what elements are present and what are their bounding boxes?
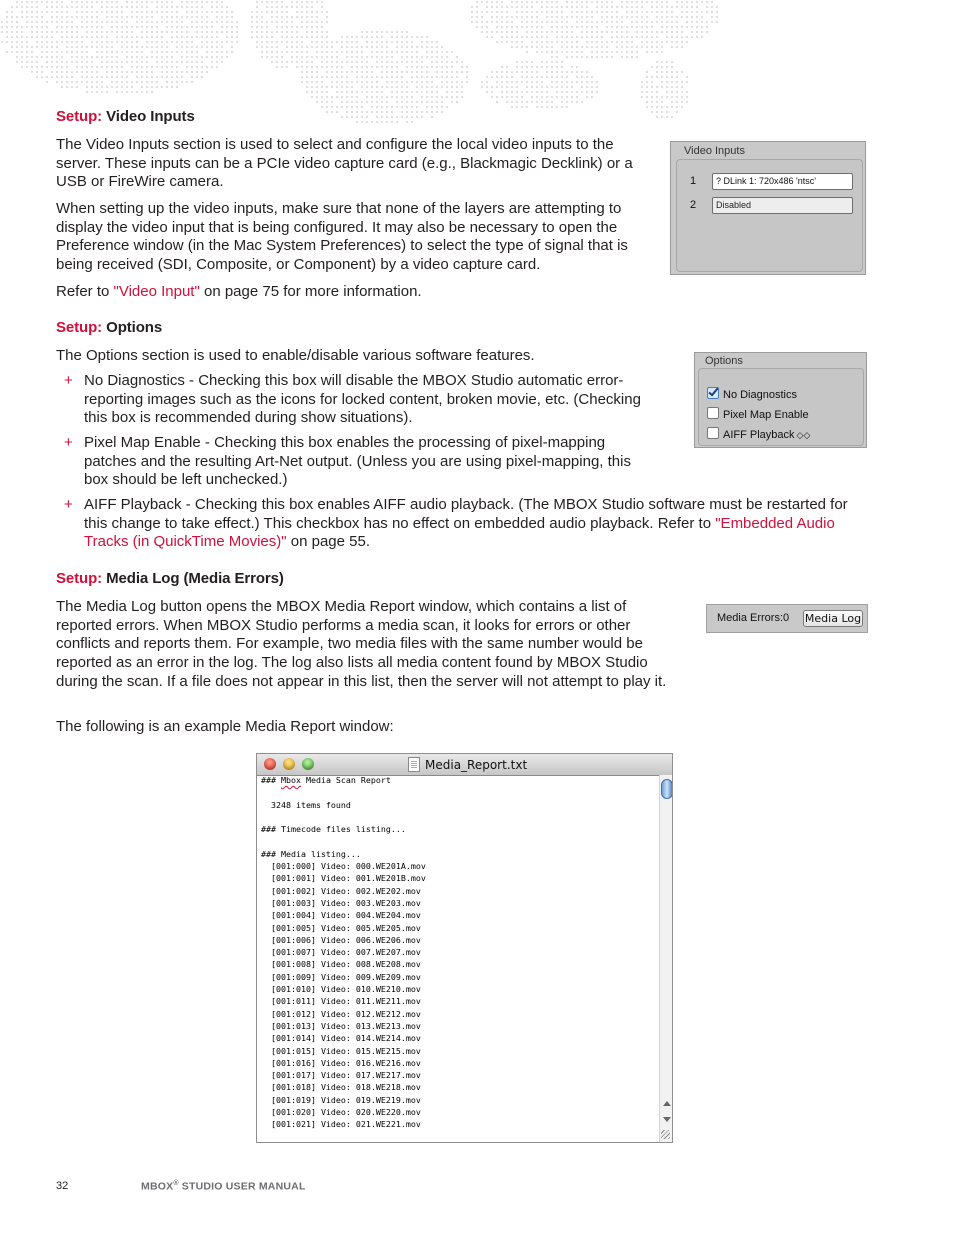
checkbox-unchecked-icon	[707, 407, 719, 419]
zoom-button-icon[interactable]	[302, 758, 314, 770]
video-inputs-paragraph-1: The Video Inputs section is used to select and configure the local video inputs to the server. These inputs can be a PCIe video capture card (e.g., Blackmagic Decklink) or a USB or FireWire camera.	[56, 136, 633, 191]
video-input-2-field[interactable]: Disabled	[712, 197, 853, 214]
heading-title: Options	[106, 319, 163, 336]
video-inputs-paragraph-2: When setting up the video inputs, make sure that none of the layers are attempting to display the video input that is being configured. It may also be necessary to open the Preference window (in the Mac System Preferences) to select the type of signal that is being received (SDI, Composite, or Component) by a video capture card.	[56, 200, 628, 274]
misspelled-word: Mbox	[280, 775, 301, 785]
heading-title: Video Inputs	[106, 108, 195, 125]
report-body: 3248 items found ### Timecode files listing... ### Media listing... [001:000] Video: 000.WE201A.mov [001:001] Video: 001.WE201B.mov [001:002] Video: 002.WE202.mov [001:003] Video: 003.WE203.mov [001:004] Video: 004.WE204.mov [001:005] Video: 005.WE205.mov [001:006] Video: 006.WE206.mov [001:007] Video: 007.WE207.mov [001:008] Video: 008.WE208.mov [001:009] Video: 009.WE209.mov [001:010] Video: 010.WE210.mov [001:011] Video: 011.WE211.mov [001:012] Video: 012.WE212.mov [001:013] Video: 013.WE213.mov [001:014] Video: 014.WE214.mov [001:015] Video: 015.WE215.mov [001:016] Video: 016.WE216.mov [001:017] Video: 017.WE217.mov [001:018] Video: 018.WE218.mov [001:019] Video: 019.WE219.mov [001:020] Video: 020.WE220.mov [001:021] Video: 021.WE221.mov	[261, 799, 426, 1130]
aiff-playback-checkbox[interactable]	[707, 427, 810, 441]
scroll-down-arrow-icon[interactable]	[663, 1117, 671, 1122]
page-number: 32	[56, 1180, 69, 1192]
close-button-icon[interactable]	[264, 758, 276, 770]
media-log-paragraph-1: The Media Log button opens the MBOX Media Report window, which contains a list of reported errors. When MBOX Studio performs a media scan, it looks for errors or other conflicts and reports them. For example, two media files with the same number would be reported as an error in the log. The log also lists all media content found by MBOX Studio during the scan. If a file does not appear in this list, then the server will not attempt to play it.	[56, 598, 667, 690]
bullet-text: - Checking this box enables AIFF audio playback. (The MBOX Studio software must be restarted for this change to take effect.) This checkbox has no effect on embedded audio playback. Refer to	[84, 496, 848, 532]
media-report-window	[256, 753, 673, 1143]
scroll-up-arrow-icon[interactable]	[663, 1101, 671, 1106]
heading-prefix: Setup:	[56, 570, 103, 587]
bullet-text-after: on page 55.	[286, 533, 370, 551]
options-panel	[694, 352, 867, 448]
registered-mark: ®	[173, 1180, 179, 1187]
minimize-button-icon[interactable]	[283, 758, 295, 770]
bullet-term: Pixel Map Enable	[84, 434, 201, 451]
options-heading	[56, 319, 162, 336]
text-document-icon	[408, 757, 420, 772]
diamond-icons: ◇◇	[796, 430, 811, 440]
options-intro: The Options section is used to enable/disable various software features.	[56, 347, 535, 364]
no-diagnostics-checkbox[interactable]	[707, 387, 797, 401]
window-title: Media_Report.txt	[425, 758, 528, 772]
video-input-link[interactable]: "Video Input"	[113, 283, 200, 300]
window-titlebar[interactable]	[257, 754, 672, 776]
footer-brand: MBOX	[141, 1180, 174, 1193]
media-log-button[interactable]: Media Log	[804, 612, 862, 625]
reference-text: Refer to	[56, 283, 114, 300]
video-inputs-group-box	[676, 159, 863, 272]
input-number-1: 1	[690, 175, 697, 187]
plus-bullet-icon: +	[64, 496, 73, 513]
scrollbar-thumb[interactable]	[661, 779, 673, 799]
media-errors-count: Media Errors:0	[717, 612, 790, 624]
options-group-box	[698, 368, 864, 446]
checkbox-label: Pixel Map Enable	[723, 409, 809, 421]
report-header-suffix: Media Scan Report	[300, 775, 391, 785]
plus-bullet-icon: +	[64, 372, 73, 389]
video-inputs-panel-title: Video Inputs	[684, 145, 745, 157]
checkbox-checked-icon	[707, 387, 719, 399]
footer-manual-title	[141, 1180, 306, 1193]
video-input-1-field[interactable]: ? DLink 1: 720x486 'ntsc'	[712, 173, 853, 190]
footer-title-text: STUDIO USER MANUAL	[178, 1180, 306, 1193]
heading-title: Media Log (Media Errors)	[106, 570, 284, 587]
bullet-aiff-playback	[64, 496, 866, 552]
plus-bullet-icon: +	[64, 434, 73, 451]
resize-grip-icon[interactable]	[661, 1130, 670, 1139]
media-log-paragraph-2: The following is an example Media Report window:	[56, 718, 394, 735]
report-text-content[interactable]	[261, 774, 656, 1131]
checkbox-label: AIFF Playback	[723, 429, 795, 441]
checkbox-label: No Diagnostics	[723, 389, 797, 401]
media-log-heading	[56, 570, 284, 587]
report-header-prefix: ###	[261, 775, 281, 785]
input-number-2: 2	[690, 199, 697, 211]
bullet-pixel-map-enable	[64, 434, 644, 490]
reference-text-after: on page 75 for more information.	[199, 283, 422, 300]
video-inputs-heading	[56, 108, 195, 125]
bullet-term: No Diagnostics	[84, 372, 185, 389]
bullet-term: AIFF Playback	[84, 496, 182, 513]
heading-prefix: Setup:	[56, 108, 103, 125]
checkbox-unchecked-icon	[707, 427, 719, 439]
heading-prefix: Setup:	[56, 319, 103, 336]
bullet-no-diagnostics	[64, 372, 644, 428]
bullet-text: - Checking this box will disable the MBOX Studio automatic error-reporting images such as the icons for locked content, broken movie, etc. (Checking this box is recommended during show situations).	[84, 372, 641, 427]
options-panel-title: Options	[705, 355, 743, 367]
bullet-text: - Checking this box enables the processing of pixel-mapping patches and the resulting Art-Net output. (Unless you are using pixel-mapping, this box should be left unchecked.)	[84, 434, 631, 489]
media-errors-panel	[706, 604, 868, 633]
pixel-map-enable-checkbox[interactable]	[707, 407, 809, 421]
video-inputs-panel	[670, 141, 866, 275]
video-inputs-reference	[56, 283, 638, 302]
vertical-scrollbar[interactable]	[659, 775, 673, 1142]
embedded-audio-link[interactable]: "Embedded Audio Tracks (in QuickTime Movies)"	[84, 514, 835, 551]
